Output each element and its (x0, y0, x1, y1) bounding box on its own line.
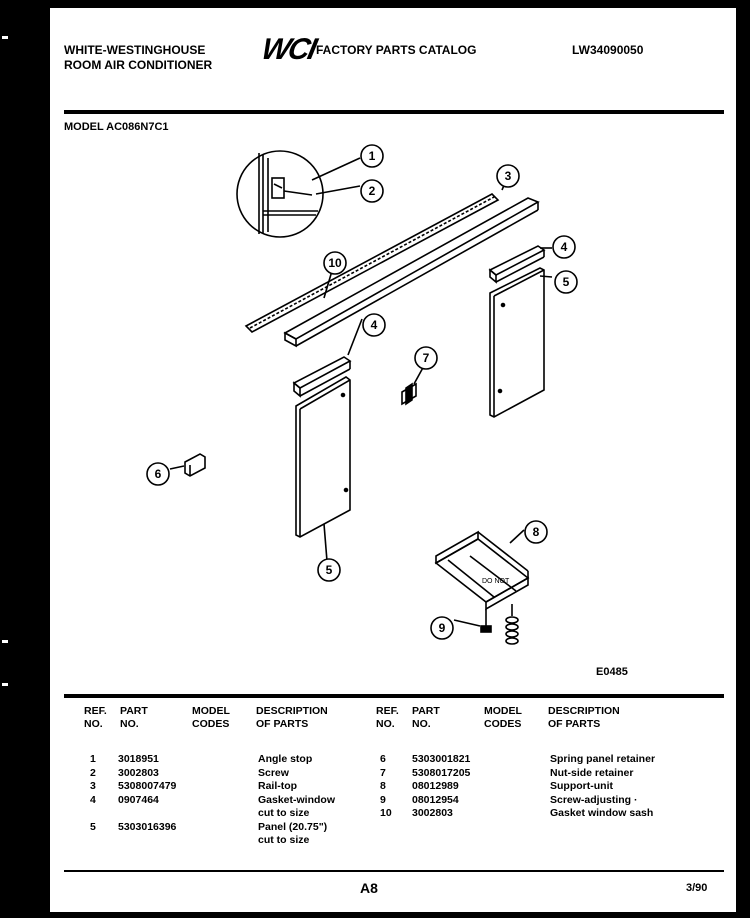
scan-mark (2, 683, 8, 686)
description-header: DESCRIPTION (548, 705, 620, 717)
table-bottom-rule (64, 870, 724, 872)
description-header: OF PARTS (548, 718, 601, 730)
part-number: 0907464 (118, 793, 159, 806)
page-number: A8 (360, 880, 378, 896)
callout-2 (361, 180, 383, 202)
washer-stack (506, 604, 518, 644)
callout-number: 4 (370, 318, 378, 332)
part-description: Nut-side retainer (550, 766, 634, 779)
ref-number: 3 (90, 780, 96, 792)
catalog-sheet (50, 8, 736, 912)
model-codes-header: MODEL (484, 705, 522, 717)
part-number: 5303001821 (412, 753, 471, 765)
part-description: cut to size (258, 807, 310, 819)
panel-right (490, 268, 544, 417)
ref-no-header: REF. (376, 705, 399, 717)
callout-number: 3 (504, 169, 512, 183)
part-number: 3002803 (412, 807, 453, 819)
brand-line-2: ROOM AIR CONDITIONER (64, 58, 213, 72)
part-number: 5308007479 (118, 780, 177, 792)
callout-5 (318, 559, 340, 581)
part-number: 08012989 (412, 780, 459, 792)
part-description: Spring panel retainer (550, 753, 656, 765)
callout-9 (431, 617, 453, 639)
part-description: Gasket window sash (550, 807, 654, 819)
callout-number: 2 (368, 184, 376, 198)
part-description: cut to size (258, 834, 310, 846)
callout-number: 10 (328, 256, 342, 270)
callout-6 (147, 463, 169, 485)
ref-number: 4 (90, 793, 96, 806)
ref-number: 7 (380, 766, 386, 779)
model-codes-header: CODES (192, 718, 230, 730)
catalog-number: LW34090050 (572, 43, 644, 57)
table-top-rule (64, 694, 724, 698)
callout-8 (525, 521, 547, 543)
callout-number: 7 (422, 351, 430, 365)
spring-panel-retainer (185, 454, 205, 476)
ref-number: 1 (90, 753, 96, 765)
part-description: Screw (258, 766, 289, 779)
part-number: 3002803 (118, 766, 159, 779)
part-description: Rail-top (258, 780, 298, 792)
callout-number: 4 (560, 240, 568, 254)
model-codes-header: MODEL (192, 705, 230, 717)
angle-stop-detail (237, 151, 323, 237)
ref-number: 6 (380, 753, 386, 765)
wci-logo: WCI (258, 33, 318, 66)
callout-number: 5 (325, 563, 333, 577)
callout-number: 9 (438, 621, 446, 635)
figure-code: E0485 (596, 666, 628, 678)
callout-10 (324, 252, 346, 274)
part-description: Gasket-window (258, 793, 336, 806)
exploded-parts-diagram (50, 8, 736, 698)
part-no-header: PART (120, 705, 148, 717)
callout-7 (415, 347, 437, 369)
part-no-header: NO. (120, 718, 139, 730)
part-description: Support-unit (550, 780, 613, 792)
callout-4 (363, 314, 385, 336)
part-description: Screw-adjusting · (550, 793, 638, 806)
callout-number: 6 (154, 467, 162, 481)
ref-number: 2 (90, 766, 96, 779)
ref-no-header: NO. (376, 718, 395, 730)
nut-side-retainer (402, 384, 416, 404)
ref-number: 10 (380, 807, 392, 819)
scan-mark (2, 36, 8, 39)
part-description: Panel (20.75") (258, 820, 328, 833)
description-header: OF PARTS (256, 718, 309, 730)
callout-number: 1 (368, 149, 376, 163)
part-number: 5303016396 (118, 820, 177, 833)
part-no-header: NO. (412, 718, 431, 730)
revision-date: 3/90 (686, 882, 708, 894)
callout-number: 5 (562, 275, 570, 289)
callout-4 (553, 236, 575, 258)
callout-3 (497, 165, 519, 187)
catalog-title: FACTORY PARTS CATALOG (316, 43, 477, 57)
model-label: MODEL AC086N7C1 (64, 121, 169, 133)
brand-line-1: WHITE-WESTINGHOUSE (64, 43, 206, 57)
description-header: DESCRIPTION (256, 705, 328, 717)
part-number: 08012954 (412, 793, 459, 806)
ref-number: 8 (380, 780, 386, 792)
callout-5 (555, 271, 577, 293)
model-codes-header: CODES (484, 718, 522, 730)
ref-no-header: REF. (84, 705, 107, 717)
ref-number: 5 (90, 820, 96, 833)
callout-number: 8 (532, 525, 540, 539)
svg-text:DO NOT: DO NOT (482, 578, 510, 585)
callout-1 (361, 145, 383, 167)
ref-number: 9 (380, 793, 386, 806)
panel-left (296, 377, 350, 537)
adjusting-screw (481, 609, 491, 632)
support-unit (436, 532, 528, 609)
gasket-piece-right (490, 246, 544, 282)
part-number: 3018951 (118, 753, 159, 765)
ref-no-header: NO. (84, 718, 103, 730)
part-number: 5308017205 (412, 766, 471, 779)
part-description: Angle stop (258, 753, 313, 765)
scan-mark (2, 640, 8, 643)
part-no-header: PART (412, 705, 440, 717)
